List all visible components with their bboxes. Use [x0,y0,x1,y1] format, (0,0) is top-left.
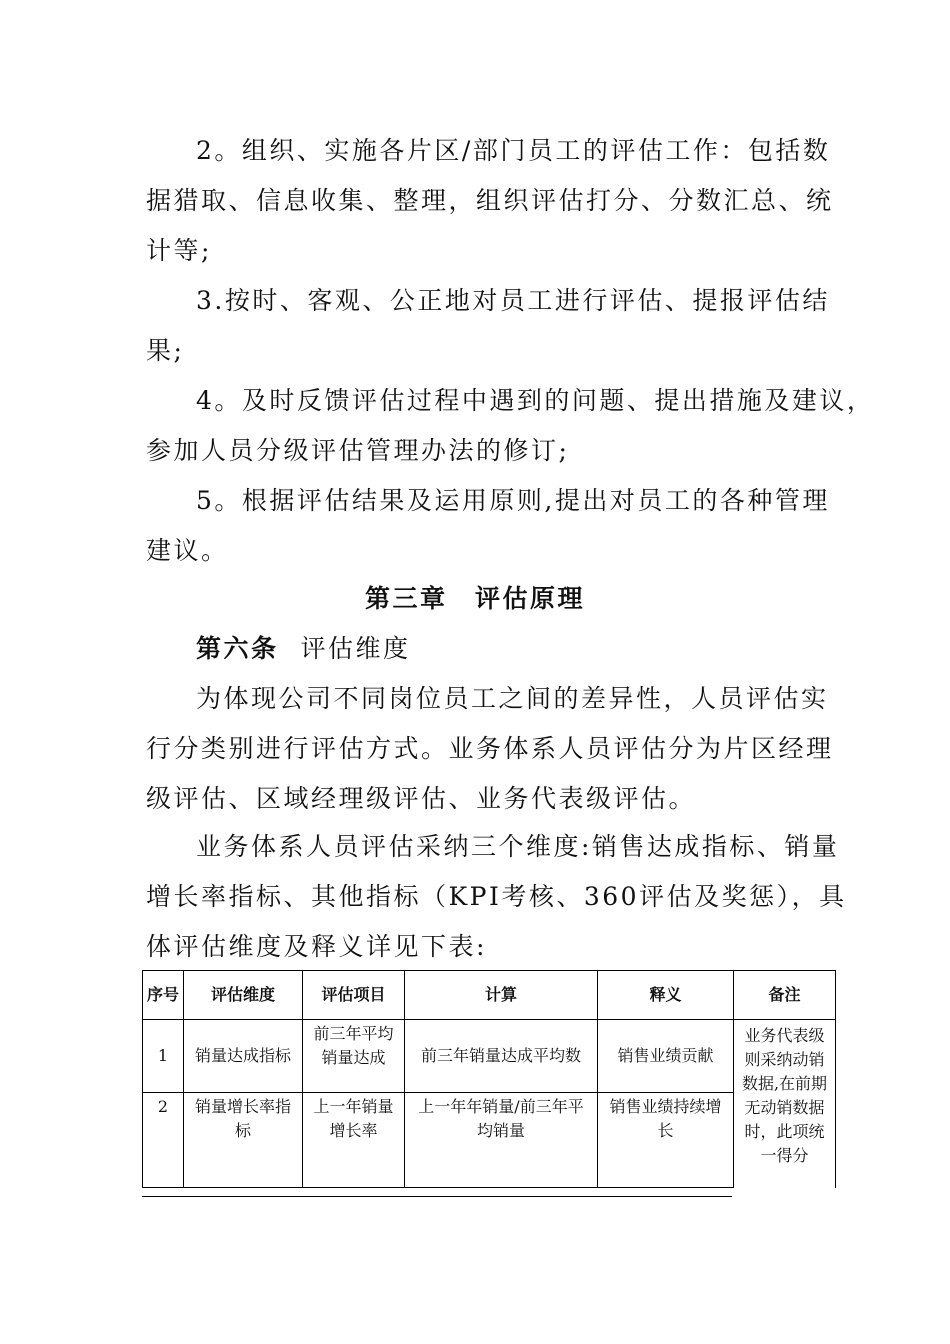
paragraph-4-line-2: 参加人员分级评估管理办法的修订; [146,436,570,465]
column-header: 序号 [143,971,184,1020]
table-cell: 销量增长率指标 [184,1093,303,1188]
paragraph-3-line-1: 3.按时、客观、公正地对员工进行评估、提报评估结 [196,286,830,315]
paragraph-6b-line-2: 增长率指标、其他指标（KPI考核、360评估及奖惩），具 [146,882,847,911]
paragraph-2-line-2: 据猎取、信息收集、整理，组织评估打分、分数汇总、统 [146,186,834,215]
column-header: 计算 [405,971,598,1020]
table-bottom-border [142,1196,732,1197]
paragraph-5-line-1: 5。根据评估结果及运用原则,提出对员工的各种管理 [196,486,830,515]
paragraph-6b-line-1: 业务体系人员评估采纳三个维度:销售达成指标、销量 [196,832,840,861]
table-header-row [143,971,836,1020]
table-cell: 上一年销量增长率 [303,1093,405,1188]
paragraph-3-line-2: 果; [146,336,185,365]
article-heading [196,634,856,664]
table-cell: 上一年年销量/前三年平均销量 [405,1093,598,1188]
table-cell: 2 [143,1093,184,1188]
paragraph-2-line-3: 计等; [146,236,212,265]
column-header: 评估维度 [184,971,303,1020]
paragraph-5-line-2: 建议。 [146,536,229,565]
paragraph-6b-line-3: 体评估维度及释义详见下表: [146,932,487,961]
paragraph-6a-line-1: 为体现公司不同岗位员工之间的差异性，人员评估实 [196,684,829,713]
chapter-title: 第三章 评估原理 [364,584,585,613]
table-cell: 销量达成指标 [184,1020,303,1093]
paragraph-4-line-1: 4。及时反馈评估过程中遇到的问题、提出措施及建议， [196,386,875,415]
article-subject: 评估维度 [300,634,411,663]
column-header: 释义 [598,971,734,1020]
note-cell: 业务代表级则采纳动销数据,在前期无动销数据时，此项统一得分 [734,1020,836,1188]
table-cell: 销售业绩贡献 [598,1020,734,1093]
table-row [143,1093,836,1188]
paragraph-2-line-1: 2。组织、实施各片区/部门员工的评估工作：包括数 [196,136,831,165]
paragraph-6a-line-3: 级评估、区域经理级评估、业务代表级评估。 [146,784,697,813]
table-cell: 前三年销量达成平均数 [405,1020,598,1093]
column-header: 评估项目 [303,971,405,1020]
paragraph-6a-line-2: 行分类别进行评估方式。业务体系人员评估分为片区经理 [146,734,834,763]
article-label: 第六条 [196,634,279,663]
column-header: 备注 [734,971,836,1020]
table-cell: 销售业绩持续增长 [598,1093,734,1188]
table-cell: 前三年平均销量达成 [303,1020,405,1093]
table-row [143,1020,836,1093]
evaluation-dimensions-table [142,970,836,1188]
table-cell: 1 [143,1020,184,1093]
